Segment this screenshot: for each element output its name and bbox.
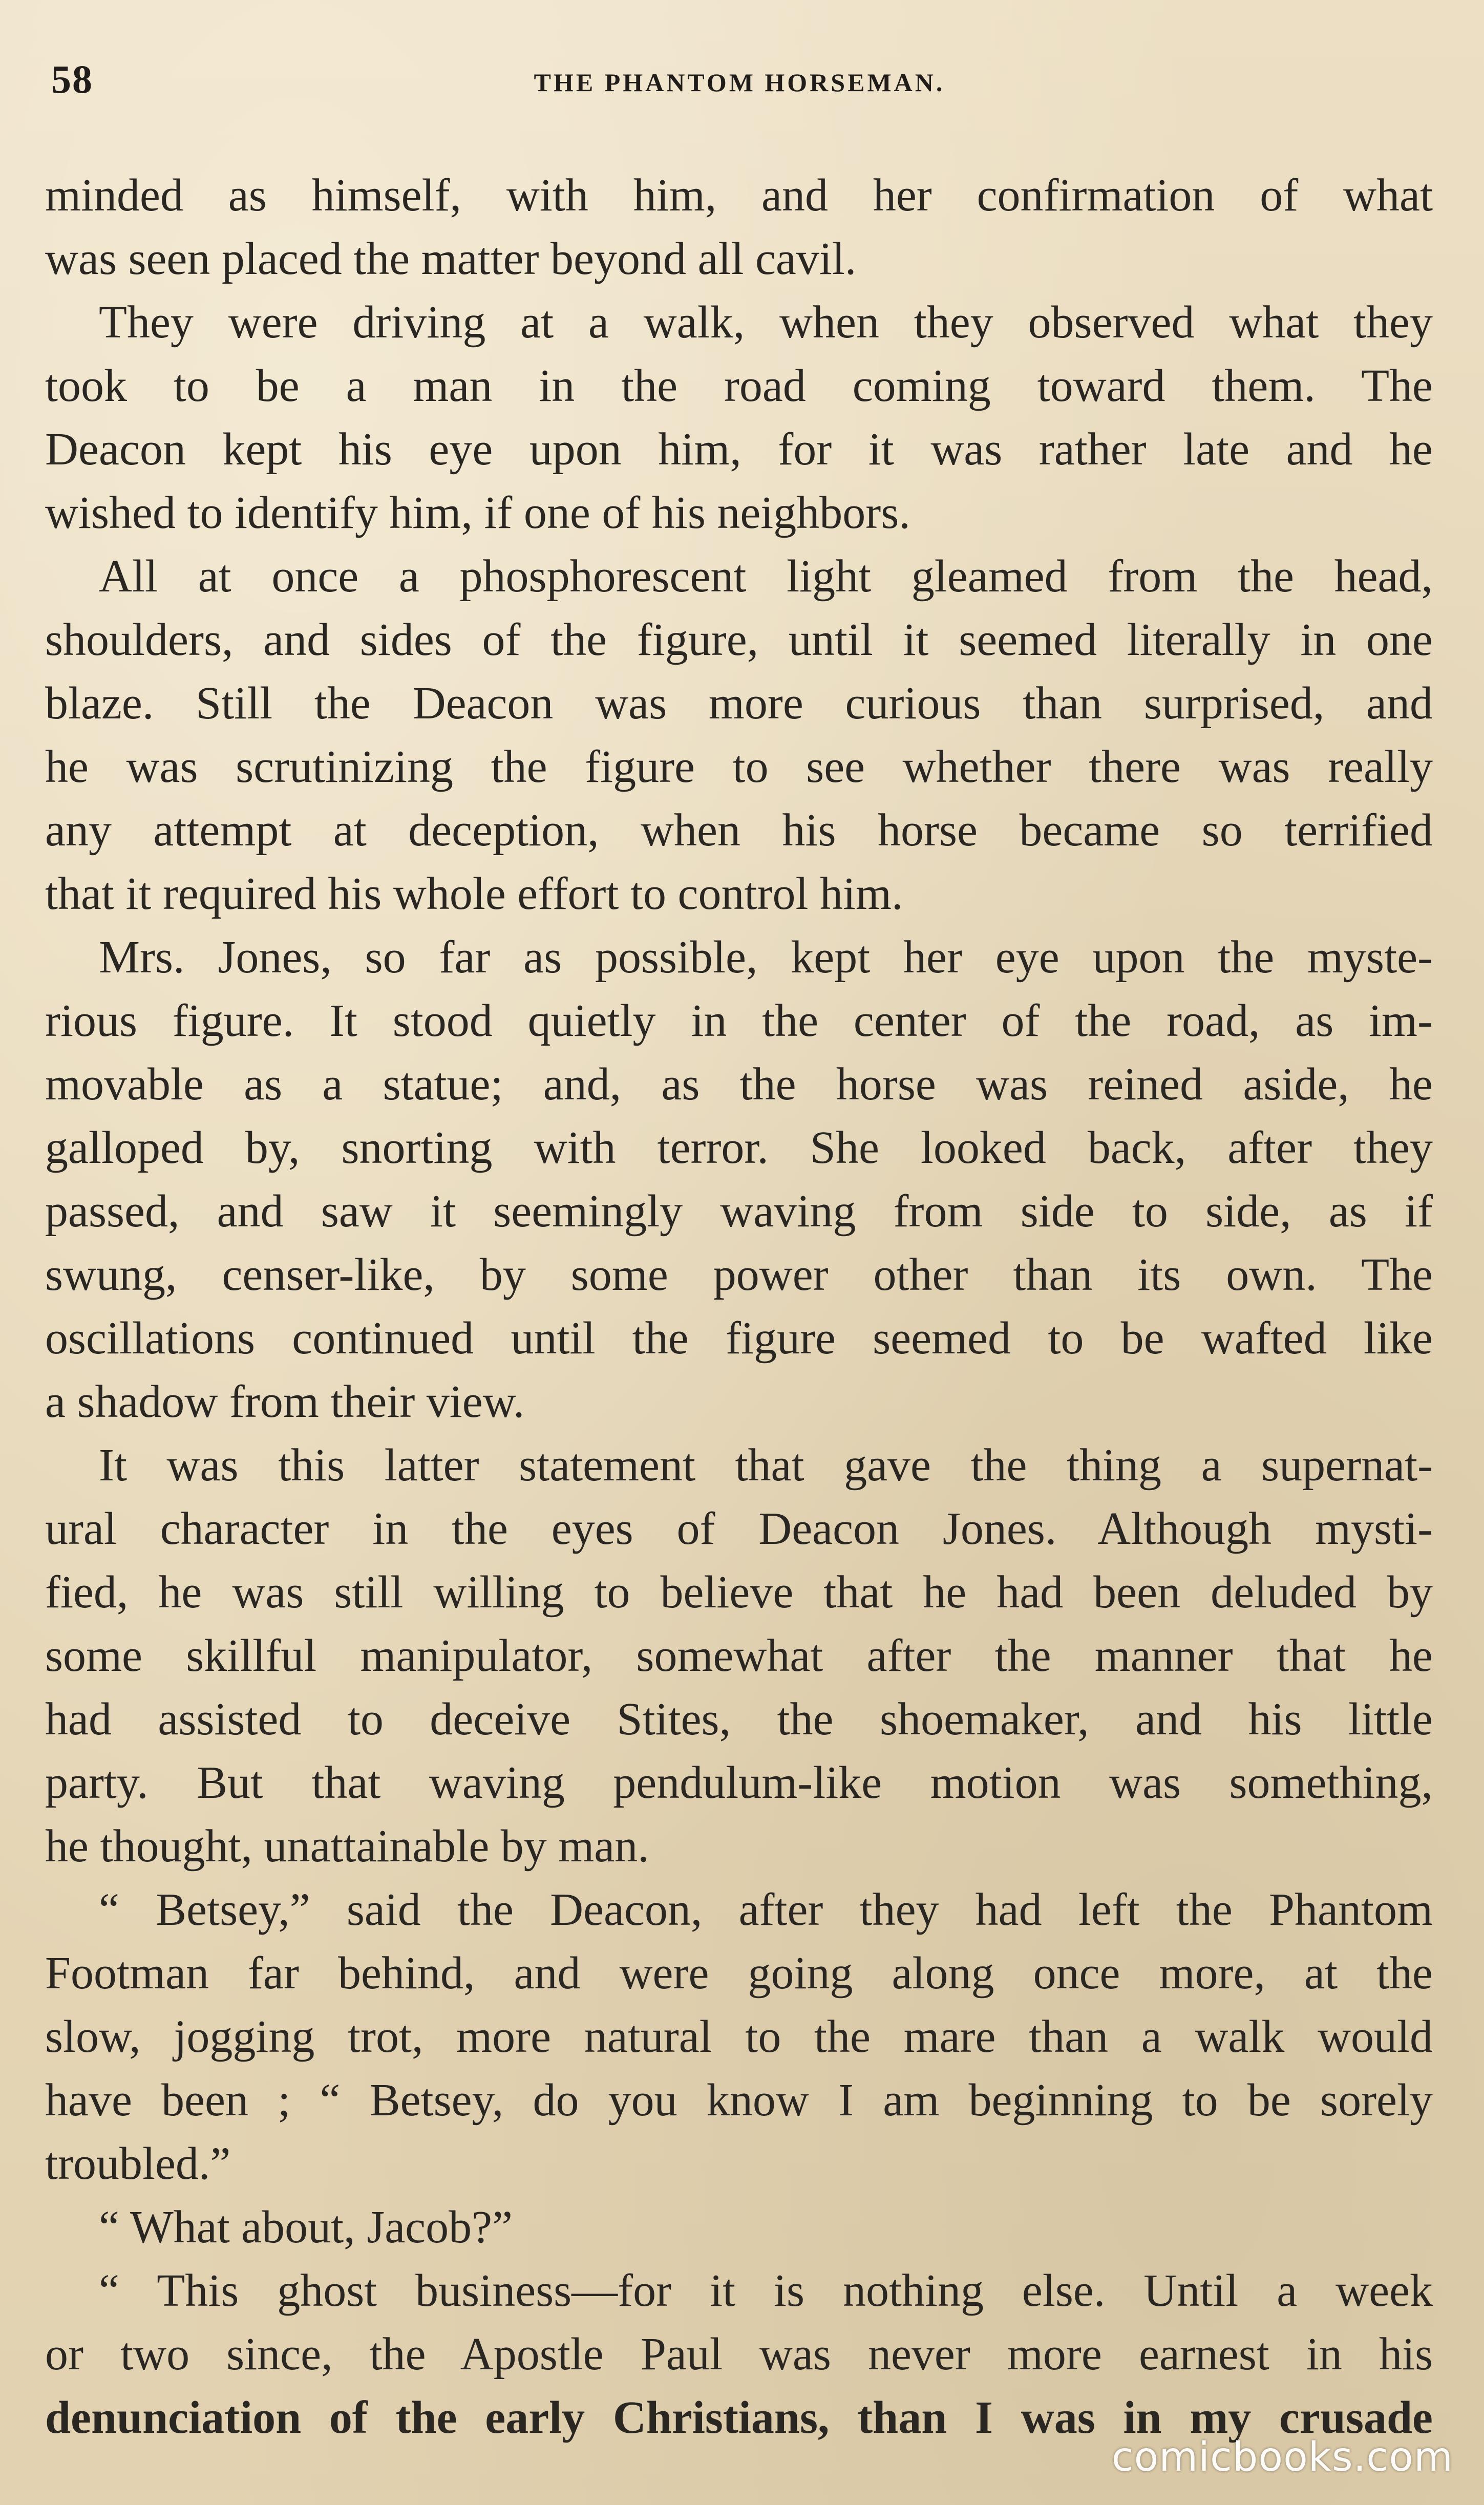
- text-line: denunciation of the early Christians, than I was in my crusade: [45, 2392, 1433, 2443]
- text-line: Footman far behind, and were going along once more, at the: [45, 1948, 1433, 1999]
- text-line: shoulders, and sides of the figure, until it seemed literally in one: [45, 614, 1433, 665]
- text-line: a shadow from their view.: [45, 1376, 525, 1427]
- text-line: passed, and saw it seemingly waving from side to side, as if: [45, 1186, 1433, 1237]
- text-line: troubled.”: [45, 2138, 231, 2189]
- text-line: They were driving at a walk, when they observed what they: [99, 297, 1433, 348]
- text-line: some skillful manipulator, somewhat after the manner that he: [45, 1630, 1433, 1681]
- text-line: he was scrutinizing the figure to see whether there was really: [45, 741, 1433, 792]
- text-line: galloped by, snorting with terror. She looked back, after they: [45, 1122, 1433, 1173]
- text-line: any attempt at deception, when his horse became so terrified: [45, 805, 1433, 856]
- page-header: [51, 56, 1428, 113]
- text-line: or two since, the Apostle Paul was never more earnest in his: [45, 2329, 1433, 2380]
- watermark-text: comicbooks.com: [1111, 2434, 1453, 2480]
- text-line: have been ; “ Betsey, do you know I am beginning to be sorely: [45, 2075, 1433, 2126]
- text-line: swung, censer-like, by some power other than its own. The: [45, 1249, 1433, 1300]
- page-number: 58: [51, 57, 93, 101]
- text-line: that it required his whole effort to control him.: [45, 868, 903, 919]
- text-line: “ This ghost business—for it is nothing else. Until a week: [99, 2265, 1433, 2316]
- text-line: Deacon kept his eye upon him, for it was rather late and he: [45, 424, 1433, 475]
- text-line: ural character in the eyes of Deacon Jones. Although mysti-: [45, 1503, 1433, 1554]
- text-line: movable as a statue; and, as the horse was reined aside, he: [45, 1059, 1433, 1110]
- body-text: [45, 164, 1433, 2450]
- text-line: minded as himself, with him, and her confirmation of what: [45, 170, 1433, 221]
- text-line: It was this latter statement that gave the thing a supernat-: [99, 1440, 1433, 1491]
- text-line: he thought, unattainable by man.: [45, 1821, 649, 1872]
- text-line: blaze. Still the Deacon was more curious than surprised, and: [45, 678, 1433, 729]
- text-line: “ Betsey,” said the Deacon, after they had left the Phantom: [99, 1884, 1433, 1935]
- text-line: party. But that waving pendulum-like motion was something,: [45, 1757, 1433, 1808]
- text-line: was seen placed the matter beyond all cavil.: [45, 233, 857, 284]
- text-line: took to be a man in the road coming toward them. The: [45, 360, 1433, 411]
- text-line: oscillations continued until the figure seemed to be wafted like: [45, 1313, 1433, 1364]
- text-line: fied, he was still willing to believe that he had been deluded by: [45, 1567, 1433, 1618]
- text-line: wished to identify him, if one of his neighbors.: [45, 487, 910, 538]
- text-line: All at once a phosphorescent light gleamed from the head,: [99, 551, 1433, 602]
- running-title: THE PHANTOM HORSEMAN.: [534, 68, 945, 97]
- text-line: “ What about, Jacob?”: [99, 2202, 513, 2253]
- text-line: rious figure. It stood quietly in the center of the road, as im-: [45, 995, 1433, 1046]
- text-line: Mrs. Jones, so far as possible, kept her eye upon the myste-: [99, 932, 1433, 983]
- text-line: slow, jogging trot, more natural to the mare than a walk would: [45, 2011, 1433, 2062]
- text-line: had assisted to deceive Stites, the shoemaker, and his little: [45, 1694, 1433, 1745]
